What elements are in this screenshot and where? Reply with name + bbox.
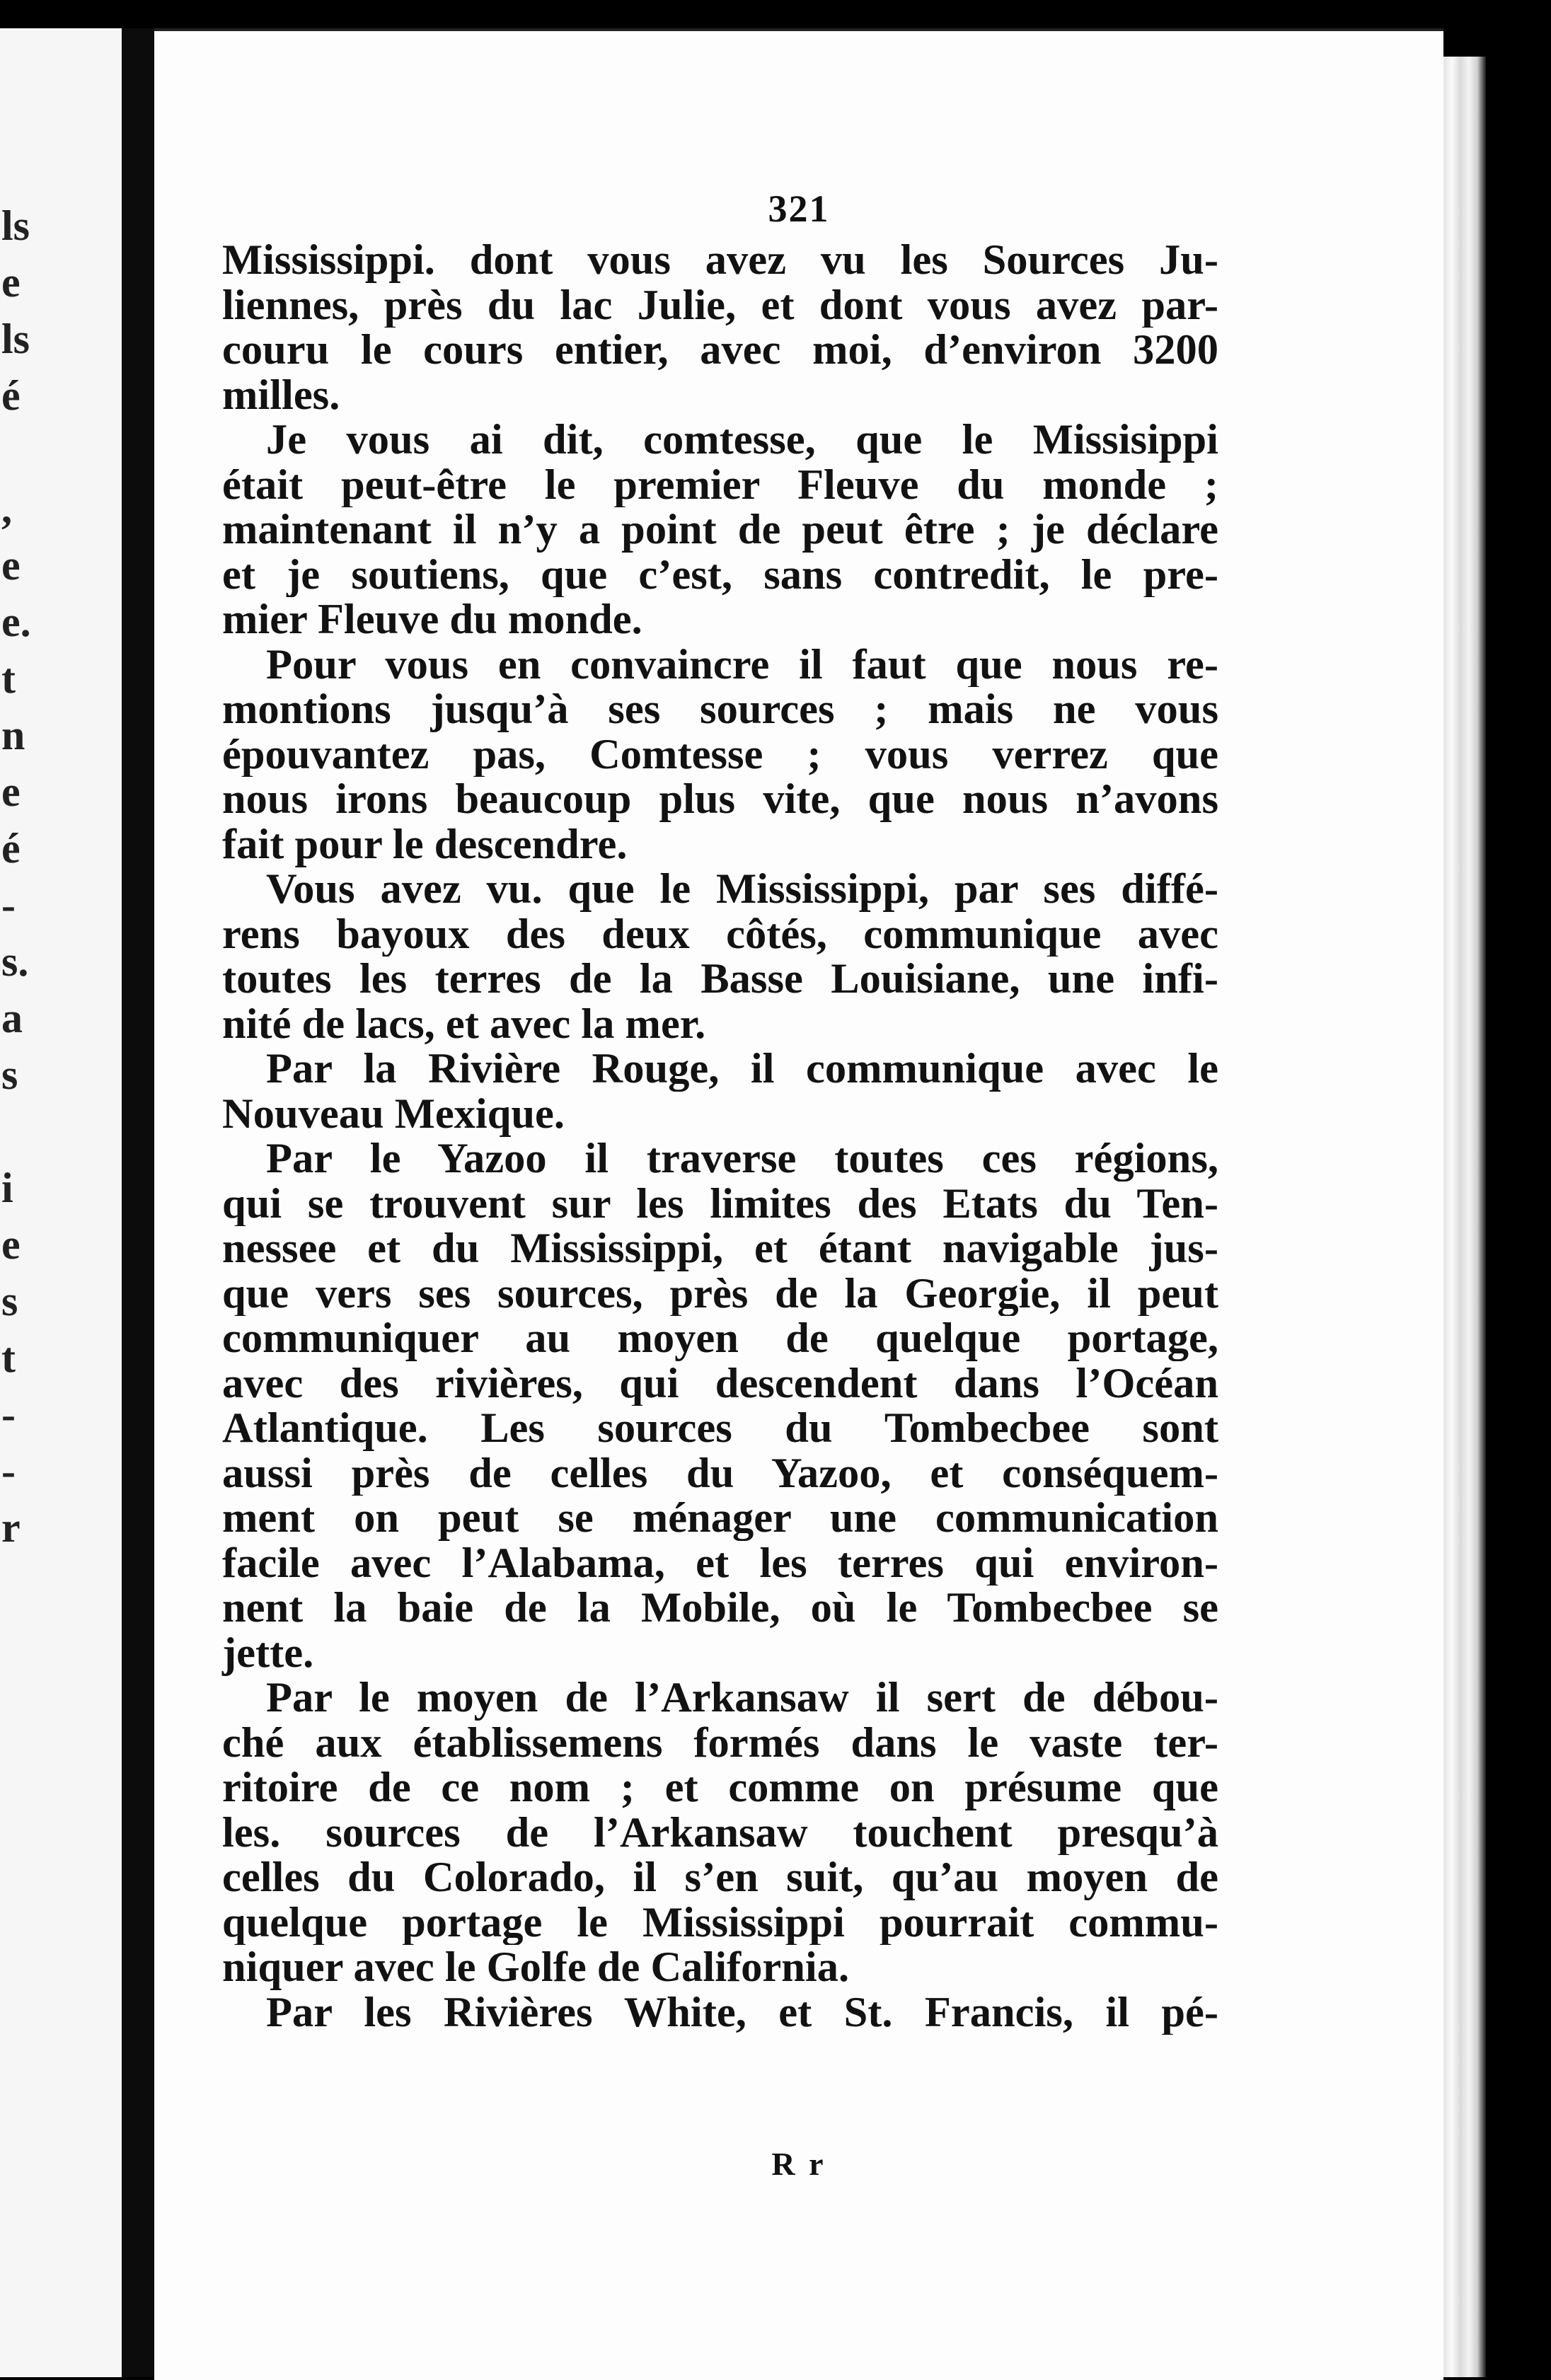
facing-page-glyph: s.	[1, 938, 29, 985]
text-line: nité de lacs, et avec la mer.	[222, 1000, 706, 1048]
text-line: quelque portage le Mississippi pourrait commu-	[222, 1900, 1218, 1945]
facing-page-glyph: i	[1, 1165, 13, 1211]
text-line: ritoire de ce nom ; et comme on présume que	[222, 1765, 1218, 1810]
page-stack-edge	[1443, 57, 1486, 2377]
text-line: ché aux établissemens formés dans le vaste ter-	[222, 1720, 1218, 1765]
text-line: celles du Colorado, il s’en suit, qu’au moyen de	[222, 1855, 1218, 1900]
page-body-text	[222, 238, 1218, 2035]
facing-page-glyph: ,	[1, 485, 12, 532]
signature-mark: R r	[771, 2146, 826, 2182]
page-number: 321	[768, 187, 830, 230]
text-line: Par le moyen de l’Arkansaw il sert de débou-	[266, 1675, 1218, 1721]
facing-page-glyph: n	[1, 712, 25, 758]
text-line: rens bayoux des deux côtés, communique avec	[222, 911, 1218, 957]
facing-page-glyph: a	[1, 995, 23, 1041]
text-line: milles.	[222, 371, 340, 419]
text-line: Mississippi. dont vous avez vu les Sources Ju-	[222, 238, 1218, 283]
facing-page-text-edge	[1, 202, 31, 1564]
facing-page-fragment	[0, 28, 122, 2377]
facing-page-glyph: é	[1, 825, 21, 872]
text-line: ment on peut se ménager une communication	[222, 1496, 1218, 1541]
text-line: facile avec l’Alabama, et les terres qui environ-	[222, 1540, 1218, 1585]
text-line: Par les Rivières White, et St. Francis, il pé-	[266, 1989, 1218, 2035]
text-line: aussi près de celles du Yazoo, et conséquem-	[222, 1450, 1218, 1496]
text-line: communiquer au moyen de quelque portage,	[222, 1316, 1218, 1361]
text-line: était peut-être le premier Fleuve du monde ;	[222, 462, 1218, 507]
text-line: que vers ses sources, près de la Georgie, il peut	[222, 1271, 1218, 1316]
text-line: Vous avez vu. que le Mississippi, par ses diffé-	[266, 867, 1218, 912]
text-line: liennes, près du lac Julie, et dont vous avez par-	[222, 282, 1218, 328]
facing-page-glyph: e.	[1, 599, 31, 645]
facing-page-glyph: e	[1, 259, 21, 306]
text-line: nous irons beaucoup plus vite, que nous n’avons	[222, 777, 1218, 822]
text-line: et je soutiens, que c’est, sans contredit, le pre-	[222, 552, 1218, 597]
facing-page-glyph: -	[1, 882, 16, 928]
facing-page-glyph	[1, 1111, 30, 1167]
facing-page-glyph: t	[1, 1334, 16, 1381]
text-line: montions jusqu’à ses sources ; mais ne vous	[222, 687, 1218, 732]
text-line: Atlantique. Les sources du Tombecbee sont	[222, 1406, 1218, 1451]
text-line: Par la Rivière Rouge, il communique avec le	[266, 1046, 1218, 1092]
text-line: épouvantez pas, Comtesse ; vous verrez que	[222, 732, 1218, 777]
text-line: couru le cours entier, avec moi, d’environ 3200	[222, 328, 1218, 373]
book-page	[154, 28, 1443, 2380]
facing-page-glyph: e	[1, 1221, 21, 1268]
text-line: niquer avec le Golfe de California.	[222, 1943, 850, 1991]
facing-page-glyph: -	[1, 1391, 16, 1438]
facing-page-glyph: e	[1, 768, 21, 815]
text-line: Par le Yazoo il traverse toutes ces régions,	[266, 1136, 1218, 1182]
text-line: toutes les terres de la Basse Louisiane, une infi-	[222, 957, 1218, 1002]
facing-page-glyph: t	[1, 655, 16, 702]
facing-page-glyph: -	[1, 1448, 16, 1494]
text-line: Je vous ai dit, comtesse, que le Missisippi	[266, 417, 1218, 463]
facing-page-glyph: s	[1, 1051, 18, 1098]
facing-page-glyph	[1, 432, 30, 488]
text-line: fait pour le descendre.	[222, 820, 628, 868]
facing-page-glyph: s	[1, 1278, 18, 1324]
facing-page-glyph: e	[1, 542, 21, 589]
text-line: nent la baie de la Mobile, où le Tombecbee se	[222, 1585, 1218, 1631]
book-gutter	[122, 28, 154, 2377]
text-line: mier Fleuve du monde.	[222, 596, 642, 643]
facing-page-glyph: r	[1, 1504, 21, 1551]
text-line: Nouveau Mexique.	[222, 1090, 565, 1138]
text-line: qui se trouvent sur les limites des Etats du Ten-	[222, 1181, 1218, 1226]
facing-page-glyph: ls	[1, 316, 30, 362]
text-line: avec des rivières, qui descendent dans l’Océan	[222, 1361, 1218, 1406]
text-line: les. sources de l’Arkansaw touchent presqu’à	[222, 1810, 1218, 1855]
text-line: jette.	[222, 1629, 314, 1677]
facing-page-glyph: é	[1, 372, 21, 419]
facing-page-glyph: ls	[1, 202, 30, 249]
text-line: maintenant il n’y a point de peut être ; je déclare	[222, 507, 1218, 553]
text-line: nessee et du Mississippi, et étant navigable jus-	[222, 1226, 1218, 1271]
text-line: Pour vous en convaincre il faut que nous re-	[266, 642, 1218, 687]
